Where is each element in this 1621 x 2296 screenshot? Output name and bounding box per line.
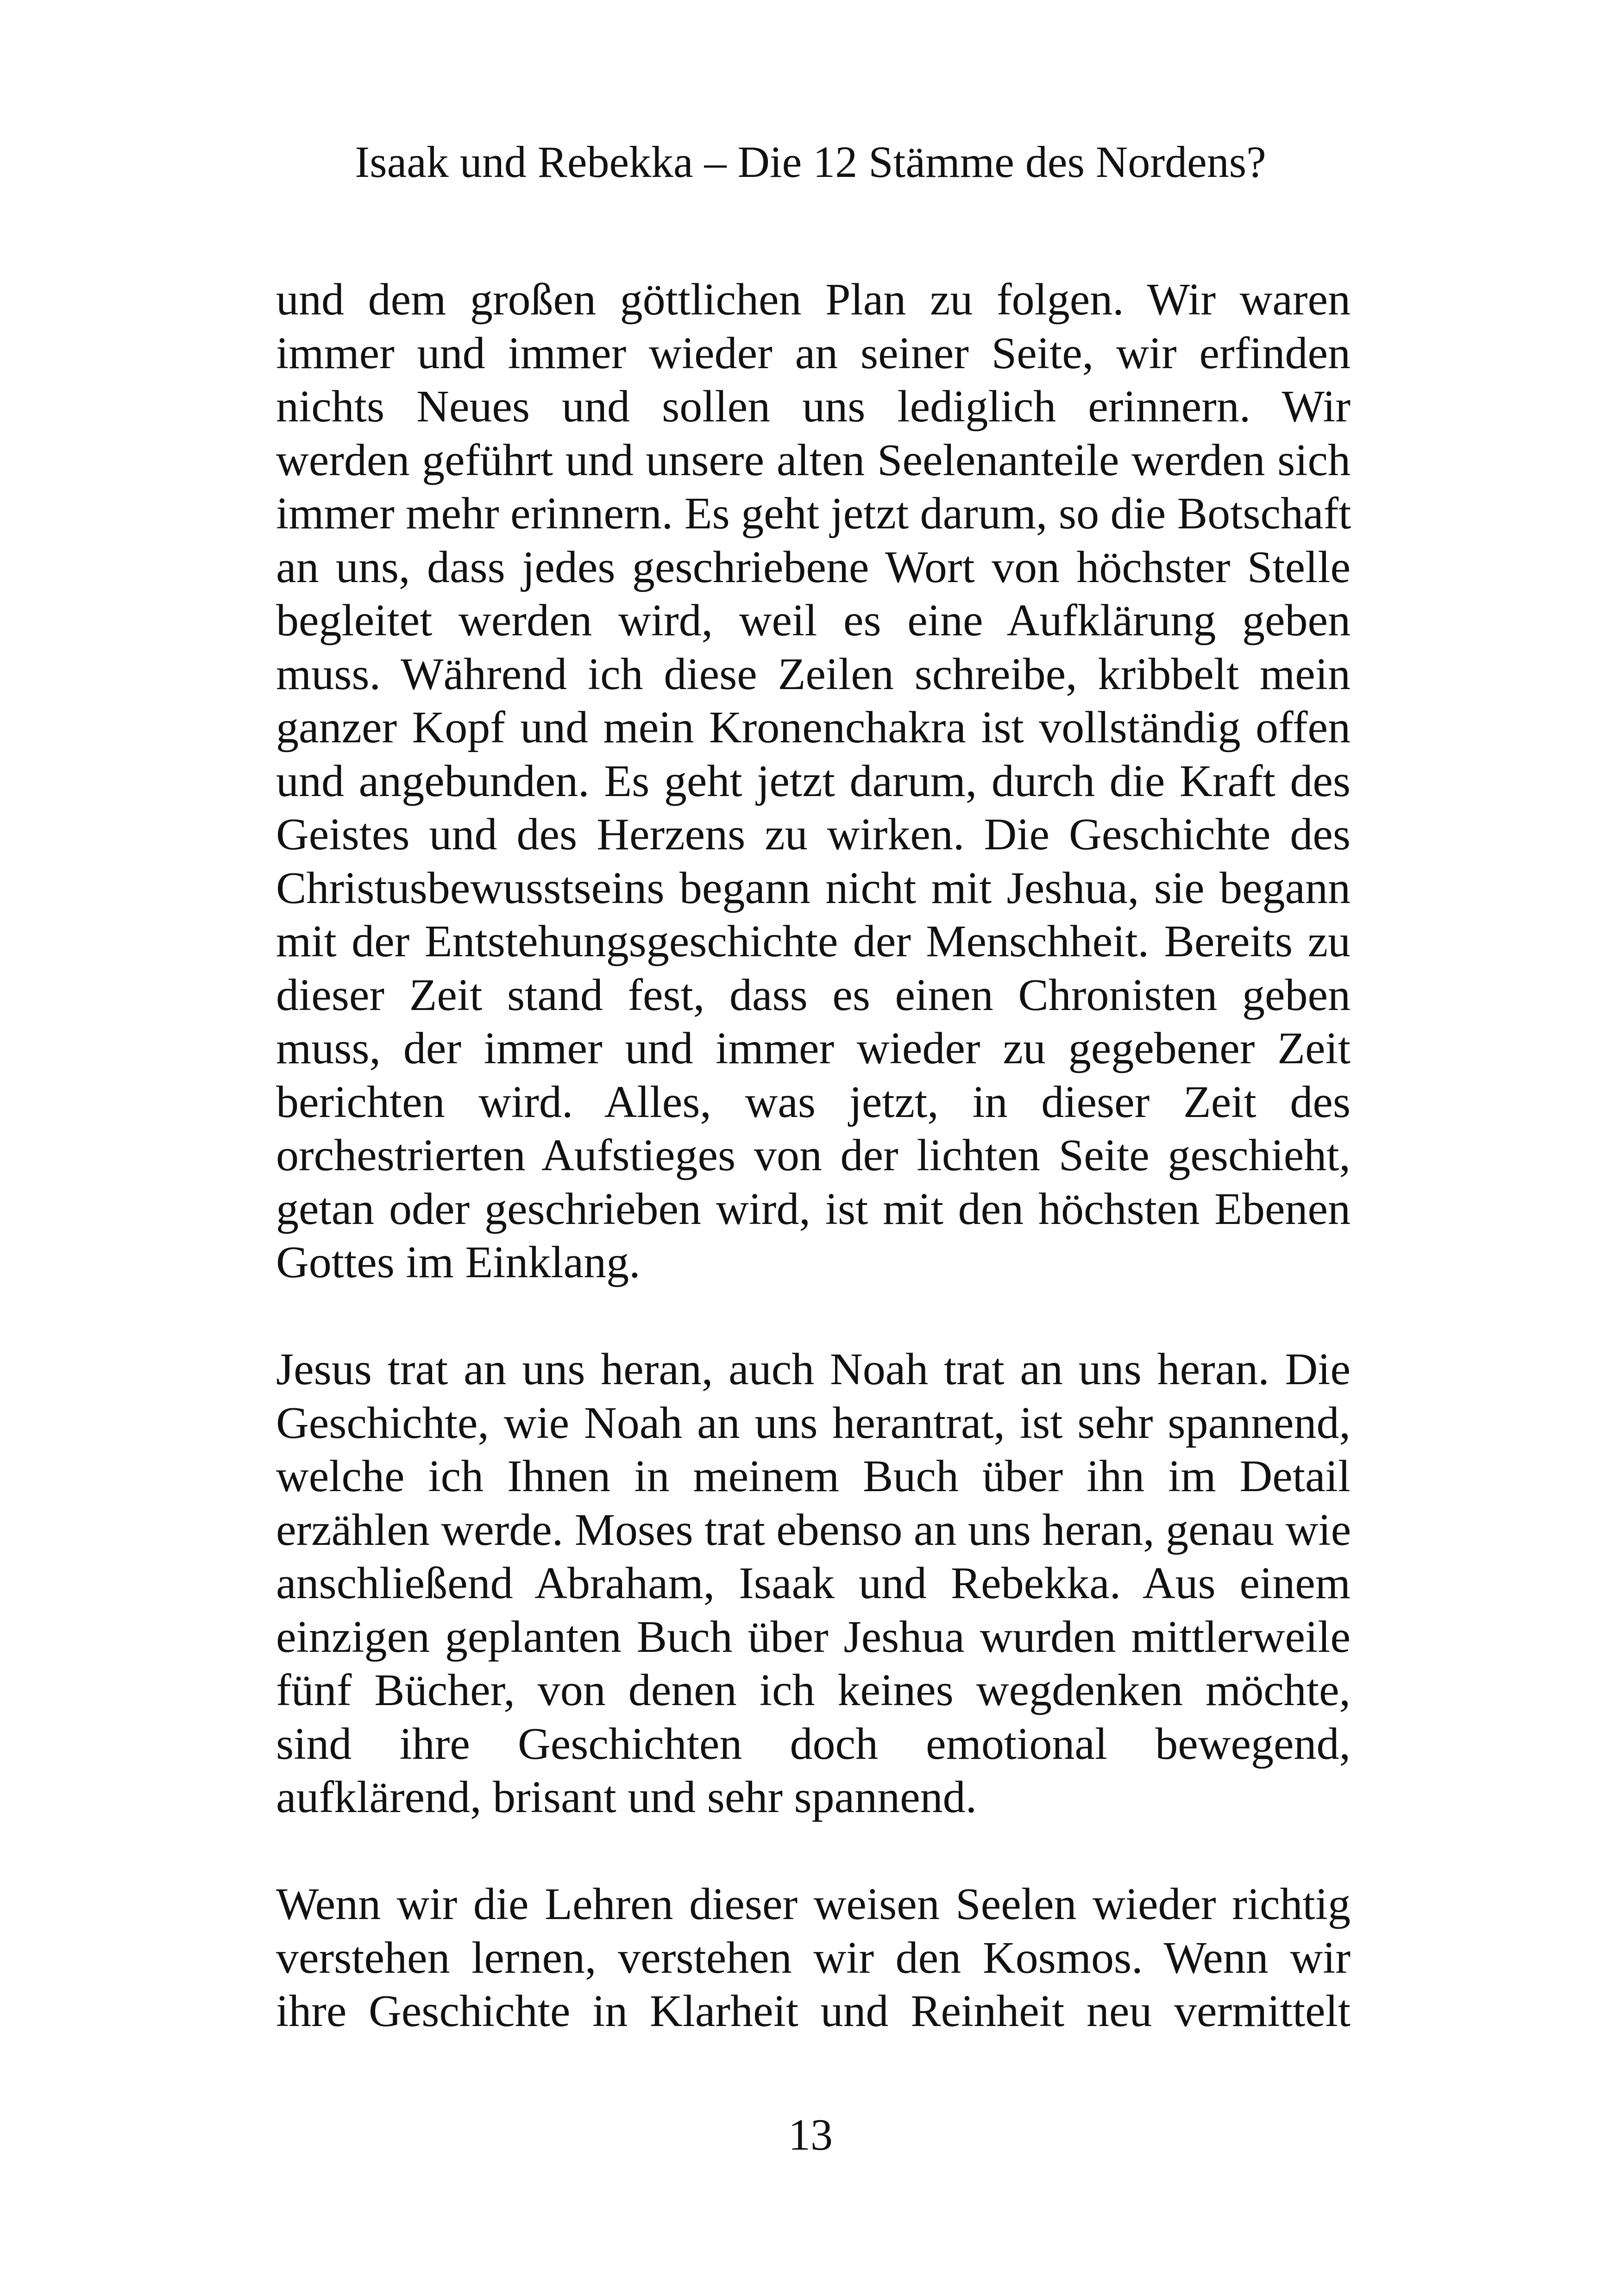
page-number: 13 — [788, 2110, 833, 2159]
text-line: Wenn wir die Lehren dieser weisen Seelen wieder richtig — [276, 1879, 1351, 1929]
paragraph-gap — [276, 1825, 1351, 1878]
text-line: Geschichte, wie Noah an uns herantrat, ist sehr spannend, — [276, 1398, 1351, 1448]
text-line: an uns, dass jedes geschriebene Wort von höchster Stelle — [276, 542, 1351, 592]
text-line: nichts Neues und sollen uns lediglich erinnern. Wir — [276, 382, 1351, 432]
text-line: ganzer Kopf und mein Kronenchakra ist vollständig offen — [276, 703, 1351, 753]
text-line: Geistes und des Herzens zu wirken. Die Geschichte des — [276, 809, 1351, 859]
text-line: Gottes im Einklang. — [276, 1237, 641, 1287]
paragraph — [276, 273, 1351, 1290]
running-header: Isaak und Rebekka – Die 12 Stämme des Nordens? — [355, 137, 1266, 187]
text-line: welche ich Ihnen in meinem Buch über ihn im Detail — [276, 1451, 1351, 1501]
text-line: ihre Geschichte in Klarheit und Reinheit neu vermittelt — [276, 1986, 1351, 2036]
text-line: mit der Entstehungsgeschichte der Menschheit. Bereits zu — [276, 916, 1351, 966]
text-line: sind ihre Geschichten doch emotional bewegend, — [276, 1719, 1351, 1769]
text-line: getan oder geschrieben wird, ist mit den höchsten Ebenen — [276, 1184, 1351, 1234]
text-line: dieser Zeit stand fest, dass es einen Chronisten geben — [276, 970, 1351, 1020]
text-line: Jesus trat an uns heran, auch Noah trat an uns heran. Die — [276, 1344, 1351, 1394]
text-line: aufklärend, brisant und sehr spannend. — [276, 1772, 977, 1822]
text-line: immer mehr erinnern. Es geht jetzt darum, so die Botschaft — [276, 489, 1351, 539]
paragraph — [276, 1343, 1351, 1825]
text-line: erzählen werde. Moses trat ebenso an uns heran, genau wie — [276, 1505, 1351, 1555]
text-line: berichten wird. Alles, was jetzt, in dieser Zeit des — [276, 1077, 1351, 1127]
text-line: werden geführt und unsere alten Seelenanteile werden sich — [276, 435, 1351, 485]
text-line: einzigen geplanten Buch über Jeshua wurden mittlerweile — [276, 1612, 1351, 1662]
text-line: muss, der immer und immer wieder zu gegebener Zeit — [276, 1023, 1351, 1073]
text-line: und dem großen göttlichen Plan zu folgen. Wir waren — [276, 275, 1351, 325]
text-line: immer und immer wieder an seiner Seite, wir erfinden — [276, 328, 1351, 378]
text-line: Christusbewusstseins begann nicht mit Jeshua, sie begann — [276, 863, 1351, 913]
paragraph — [276, 1878, 1351, 2039]
text-line: und angebunden. Es geht jetzt darum, durch die Kraft des — [276, 756, 1351, 806]
body-text — [276, 273, 1351, 2039]
paragraph-gap — [276, 1290, 1351, 1343]
text-line: fünf Bücher, von denen ich keines wegdenken möchte, — [276, 1665, 1351, 1715]
text-line: verstehen lernen, verstehen wir den Kosmos. Wenn wir — [276, 1932, 1351, 1983]
text-line: muss. Während ich diese Zeilen schreibe, kribbelt mein — [276, 649, 1351, 699]
text-line: orchestrierten Aufstieges von der lichten Seite geschieht, — [276, 1130, 1351, 1180]
text-line: begleitet werden wird, weil es eine Aufklärung geben — [276, 596, 1351, 646]
text-line: anschließend Abraham, Isaak und Rebekka. Aus einem — [276, 1558, 1351, 1608]
